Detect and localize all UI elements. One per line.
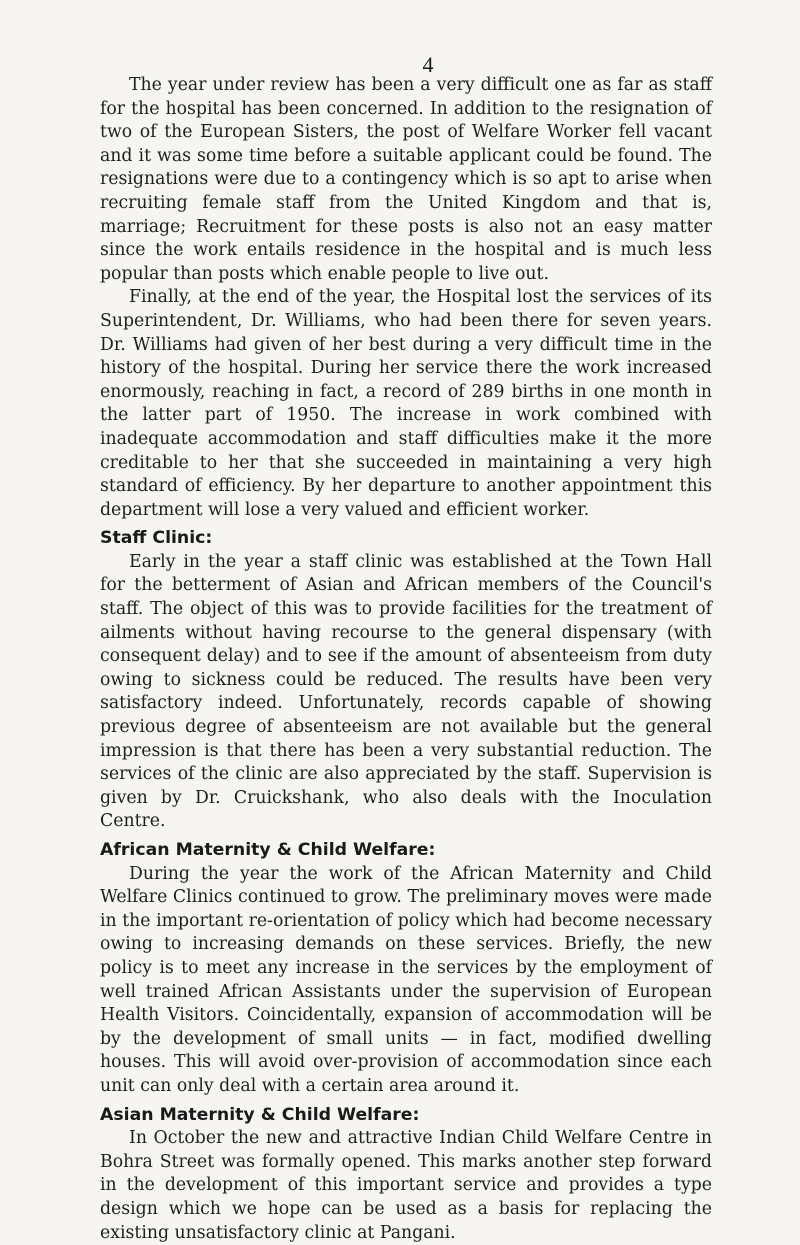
african-maternity-heading: African Maternity & Child Welfare: xyxy=(100,840,436,860)
superintendent-paragraph: Finally, at the end of the year, the Hospital lost the services of its Superintendent, Dr. Williams, who had been there for seven years. Dr. Williams had given of her best during a very difficult time in the history of the hospital. During her service there the work increased enormously, reaching in fact, a record of 289 births in one month in the latter part of 1950. The increase in work combined with inadequate accommodation and staff difficulties make it the more creditable to her that she succeeded in maintaining a very high standard of efficiency. By her departure to another appointment this department will lose a very valued and efficient worker. xyxy=(100,287,712,520)
african-maternity-paragraph: During the year the work of the African Maternity and Child Welfare Clinics continued to grow. The preliminary moves were made in the important re-orientation of policy which had become necessary owing to increasing demands on these services. Briefly, the new policy is to meet any increase in the services by the employment of well trained African Assistants under the supervision of European Health Visitors. Coincidentally, expansion of accommodation will be by the development of small units — in fact, modified dwelling houses. This will avoid over-provision of accommodation since each unit can only deal with a certain area around it. xyxy=(100,863,712,1096)
page-body xyxy=(100,74,712,1245)
intro-paragraph: The year under review has been a very difficult one as far as staff for the hospital has been concerned. In addition to the resignation of two of the European Sisters, the post of Welfare Worker fell vacant and it was some time before a suitable applicant could be found. The resignations were due to a contingency which is so apt to arise when recruiting female staff from the United Kingdom and that is, marriage; Recruitment for these posts is also not an easy matter since the work entails residence in the hospital and is much less popular than posts which enable people to live out. xyxy=(100,75,712,284)
asian-maternity-paragraph: In October the new and attractive Indian Child Welfare Centre in Bohra Street was formally opened. This marks another step forward in the development of this important service and provides a type design which we hope can be used as a basis for replacing the existing unsatisfactory clinic at Pangani. xyxy=(100,1128,712,1243)
page-number: 4 xyxy=(422,52,434,77)
staff-clinic-paragraph: Early in the year a staff clinic was established at the Town Hall for the betterment of Asian and African members of the Council's staff. The object of this was to provide facilities for the treatment of ailments without having recourse to the general dispensary (with consequent delay) and to see if the amount of absenteeism from duty owing to sickness could be reduced. The results have been very satisfactory indeed. Unfortunately, records capable of showing previous degree of absenteeism are not available but the general impression is that there has been a very substantial reduction. The services of the clinic are also appreciated by the staff. Supervision is given by Dr. Cruickshank, who also deals with the Inoculation Centre. xyxy=(100,551,712,832)
staff-clinic-heading: Staff Clinic: xyxy=(100,528,213,549)
asian-maternity-heading: Asian Maternity & Child Welfare: xyxy=(100,1104,420,1125)
